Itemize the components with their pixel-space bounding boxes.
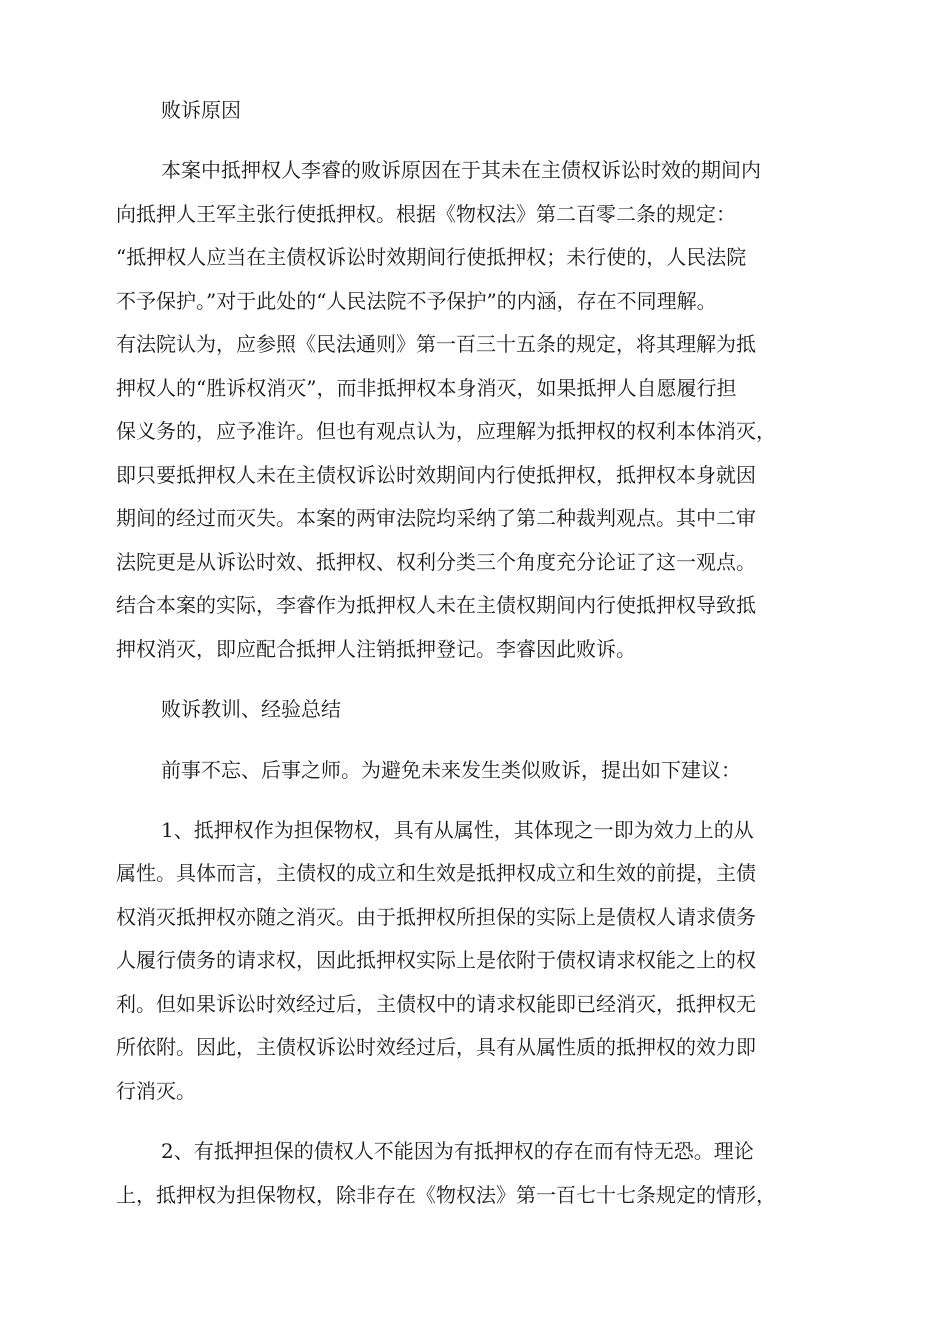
text-line: 属性。具体而言，主债权的成立和生效是抵押权成立和生效的前提，主债 <box>116 861 756 885</box>
text-line: 利。但如果诉讼时效经过后，主债权中的请求权能即已经消灭，抵押权无 <box>116 992 756 1016</box>
section-heading-lessons: 败诉教训、经验总结 <box>161 697 341 721</box>
text-line: 押权人的“胜诉权消灭”，而非抵押权本身消灭，如果抵押人自愿履行担 <box>116 376 737 400</box>
text-line: 不予保护。”对于此处的“人民法院不予保护”的内涵，存在不同理解。 <box>116 289 717 313</box>
text-line: 行消灭。 <box>116 1079 196 1103</box>
text-line: 2、有抵押担保的债权人不能因为有抵押权的存在而有恃无恐。理论 <box>161 1139 754 1163</box>
text-line: 即只要抵押权人未在主债权诉讼时效期间内行使抵押权，抵押权本身就因 <box>116 463 756 487</box>
text-line: 押权消灭，即应配合抵押人注销抵押登记。李睿因此败诉。 <box>116 637 636 661</box>
text-line: 法院更是从诉讼时效、抵押权、权利分类三个角度充分论证了这一观点。 <box>116 550 756 574</box>
text-line: 所依附。因此，主债权诉讼时效经过后，具有从属性质的抵押权的效力即 <box>116 1035 756 1059</box>
text-line: 人履行债务的请求权，因此抵押权实际上是依附于债权请求权能之上的权 <box>116 948 756 972</box>
text-line: 向抵押人王军主张行使抵押权。根据《物权法》第二百零二条的规定： <box>116 202 736 226</box>
text-line: 有法院认为，应参照《民法通则》第一百三十五条的规定，将其理解为抵 <box>116 332 756 356</box>
paragraph-intro: 前事不忘、后事之师。为避免未来发生类似败诉，提出如下建议： <box>161 758 741 782</box>
text-line: 1、抵押权作为担保物权，具有从属性，其体现之一即为效力上的从 <box>161 818 754 842</box>
text-line: 本案中抵押权人李睿的败诉原因在于其未在主债权诉讼时效的期间内 <box>161 158 761 182</box>
text-line: 上，抵押权为担保物权，除非存在《物权法》第一百七十七条规定的情形， <box>116 1183 776 1207</box>
text-line: 期间的经过而灭失。本案的两审法院均采纳了第二种裁判观点。其中二审 <box>116 506 756 530</box>
text-line: “抵押权人应当在主债权诉讼时效期间行使抵押权；未行使的，人民法院 <box>116 245 747 269</box>
text-line: 保义务的，应予准许。但也有观点认为，应理解为抵押权的权利本体消灭， <box>116 419 776 443</box>
text-line: 权消灭抵押权亦随之消灭。由于抵押权所担保的实际上是债权人请求债务 <box>116 905 756 929</box>
section-heading-loss-reasons: 败诉原因 <box>161 98 241 122</box>
text-line: 结合本案的实际，李睿作为抵押权人未在主债权期间内行使抵押权导致抵 <box>116 593 756 617</box>
